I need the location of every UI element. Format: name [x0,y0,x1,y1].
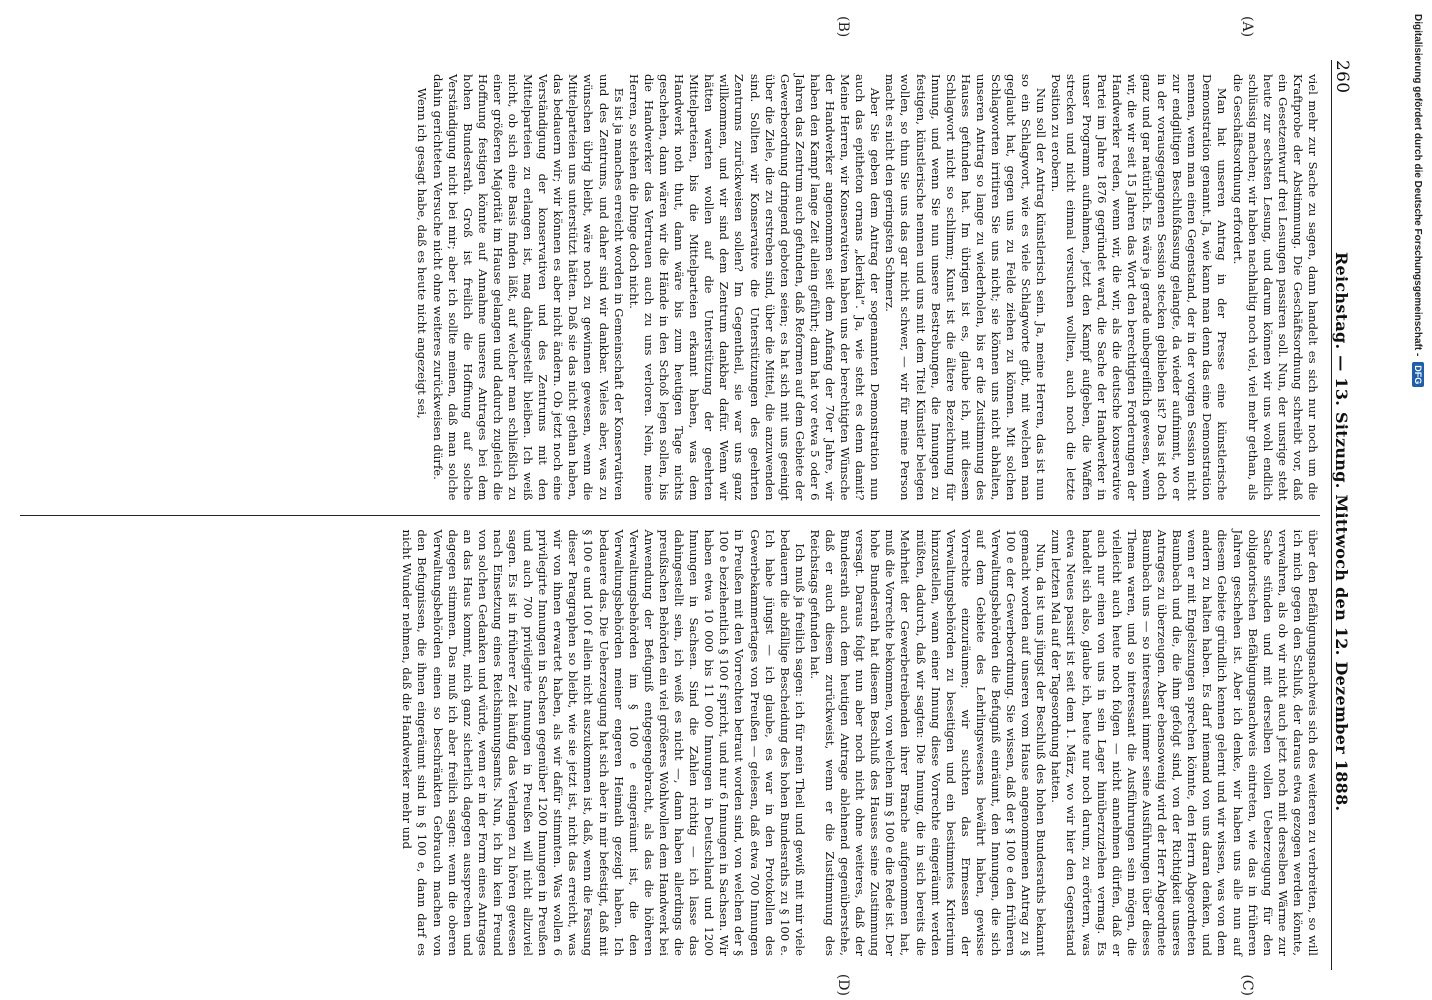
margin-mark-d: (D) [835,973,851,996]
left-column [20,16,1320,515]
dfg-logo: DFG [1412,362,1424,387]
paragraph: viel mehr zur Sache zu sagen, dann handelt es sich nur noch um die Kraftprobe der Abstimmung. Die Geschäftsordnung schreibt vor, daß ein Gesetzentwurf drei Lesungen passiren soll. Nun, der unsrige steht heute zur sechsten Lesung, und darum können wir uns wohl endlich schlüssig machen; wir haben nachhaltig noch viel, viel mehr gethan, als die Geschäftsordnung erfordert. [1230,74,1320,501]
digitization-credit [1410,14,1426,986]
margin-mark-b: (B) [835,16,851,38]
running-head [1331,60,1372,970]
credit-text: Digitalisierung gefördert durch die Deutsche Forschungsgemeinschaft - [1412,14,1424,357]
paragraph: über den Befähigungsnachweis sich des weiteren zu verbreiten, so will ich mich gegen den Schluß, der daraus etwa gezogen werden könnte, verwahren, als ob wir nicht auch jetzt noch mit derselben Wärme zur Sache stünden und mit derselben vollen Ueberzeugung für den obligatorischen Befähigungsnachweis eintreten, wie das in früheren Jahren geschehen ist. Aber ich denke, wir haben uns alle nun auf diesem Gebiete gründlich kennen gelernt und wir wissen, was von dem andern zu halten haben. Es darf niemand von uns daran denken, und wenn er mit Engelszungen sprechen könnte, den Herrn Abgeordneten Baumbach und die, die ihm gefolgt sind, von der Richtigkeit unseres Antrages zu überzeugen. Aber ebensowenig wird der Herr Abgeordnete Baumbach uns — so interessant immer seine Ausführungen über dieses Thema waren, und so interessant die Ausführungen sein mögen, die vielleicht auch heute noch folgen — nicht annehmen dürfen, daß er auch nur einen von uns in sein Lager hinüberzuziehen vermag. Es handelt sich also, glaube ich, heute nur noch darum, zu erörtern, was etwa Neues passirt ist seit dem 1. März, wo wir hier den Gegenstand zum letzten Mal auf der Tagesordnung hatten. [1049,529,1320,956]
margin-mark-a: (A) [1239,16,1255,38]
right-column [20,515,1320,996]
margin-mark-c: (C) [1239,974,1255,996]
page-title: Reichstag. — 13. Sitzung. Mittwoch den 12. Dezember 1888. [1332,251,1351,812]
paragraph: Nun, da ist uns jüngst der Beschluß des hohen Bundesraths bekannt gemacht worden auf unseren vom Hause angenommenen Antrag zu § 100 e der Gewerbeordnung. Sie wissen, daß der § 100 e den früheren Verwaltungsbehörden die Befugniß einräumt, den Innungen, die sich auf dem Gebiete des Lehrlingswesens bewährt haben, gewisse Vorrechte einzuräumen; wir suchten das Ermessen der Verwaltungsbehörden zu beseitigen und ein bestimmtes Kriterium hinzustellen, wann einer Innung diese Vorrechte eingeräumt werden müßten, dadurch, daß wir sagten: Die Innung, die in sich bereits die Mehrheit der Gewerbetreibenden ihrer Branche aufgenommen hat, muß die Vorrechte bekommen, von welchen im § 100 e die Rede ist. Der hohe Bundesrath hat diesem Beschluß des Hauses seine Zustimmung versagt. Daraus folgt nun aber noch nicht ohne weiteres, daß der Bundesrath auch dem heutigen Antrage ablehnend gegenüberstehe, daß er auch diesem zurückweist, wenn er die Zustimmung des Reichstags gefunden hat. [807,529,1049,956]
paragraph: Man hat unseren Antrag in der Presse eine künstlerische Demonstration genannt. Ja, wie kann man denn das eine Demonstration nennen, wenn man einen Gegenstand, der in der vorigen Session nicht zur endgiltigen Beschlußfassung gelangte, da wieder aufnimmt, wo er in der vorausgegangenen Session stecken geblieben ist? Das ist doch ganz und gar natürlich. Es wäre ja gerade unbegreiflich gewesen, wenn wir, die wir seit 15 Jahren das Wort den berechtigten Forderungen der Handwerker reden, wenn wir, die wir, als die deutsche konservative Partei im Jahre 1876 gegründet ward, die Sache der Handwerker in unser Programm aufnahmen, jetzt den Kampf aufgeben, die Waffen strecken und nicht einmal versuchen wollten, auch noch die letzte Position zu erobern. [1049,74,1230,501]
paragraph: Aber Sie geben dem Antrag der sogenannten Demonstration nun auch das epitheton ornans „klerikal“. Ja, wie steht es denn damit? Meine Herren, wir Konservativen haben uns der berechtigten Wünsche der Handwerker angenommen seit dem Anfang der 70er Jahre, wir haben den Kampf lange Zeit allein geführt; dann hat vor etwa 5 oder 6 Jahren das Zentrum auch gefunden, daß Reformen auf dem Gebiete der Gewerbeordnung dringend geboten seien; es hat sich mit uns geeinigt über die Ziele, die zu erstreben sind, über die Mittel, die anzuwenden sind. Sollten wir Konservative die Unterstützungen des geehrten Zentrums zurückweisen sollen? Im Gegentheil, sie war uns ganz willkommen, und wir sind dem Zentrum dankbar dafür. Wenn wir hätten warten wollen auf die Unterstützung der geehrten Mittelparteien, bis die Mittelparteien erkannt haben, was dem Handwerk noth thut, dann wäre bis zum heutigen Tage nichts geschehen, dann wären wir die Hände in den Schoß legen sollen, bis die Handwerker das Vertrauen auch zu uns verloren. Nein, meine Herren, so stehen die Dinge doch nicht. [626,74,883,501]
paragraph: Nun soll der Antrag künstlerisch sein. Ja, meine Herren, das ist nun so ein Schlagwort, wie es viele Schlagworte gibt, mit welchen man geglaubt hat, gegen uns zu Felde ziehen zu können. Mit solchen Schlagworten irritiren Sie uns nicht; sie können uns nicht abhalten, unseren Antrag so lange zu wiederholen, bis er die Zustimmung des Hauses gefunden hat. Im übrigen ist es, glaube ich, mit diesem Schlagwort nicht so schlimm; Kunst ist die ältere Bezeichnung für Innung, und wenn Sie nun unsere Bestrebungen, die Innungen zu festigen, künstlerische nennen und uns mit dem Titel Künstler belegen wollen, so thun Sie uns das gar nicht schwer, — wir für meine Person macht es nicht den geringsten Schmerz. [883,74,1049,501]
text-columns [20,16,1320,996]
paragraph: Ich muß ja freilich sagen: ich für mein Theil und gewiß mit mir viele bedauern die abfällige Bescheidung des hohen Bundesraths zu § 100 e. Ich habe jüngst — ich glaube, es war in den Protokollen des Gewerbekammertages von Preußen — gelesen, daß etwa 700 Innungen in Preußen mit den Vorrechten betraut worden sind, von welchen der § 100 e beziehentlich § 100 f spricht, und nur 6 Innungen in Sachsen. Wir haben etwa 10 000 bis 11 000 Innungen in Deutschland und 1200 Innungen in Sachsen. Sind die Zahlen richtig — ich lasse das dahingestellt sein, ich weiß es nicht —, dann haben allerdings die preußischen Behörden ein viel größeres Wohlwollen dem Handwerk bei Anwendung der Befugniß entgegengebracht, als das die höheren Verwaltungsbehörden im § 100 e eingeräumt ist, die den Verwaltungsbehörden meiner engeren Heimath gezeigt haben. Ich bedauere das. Die Ueberzeugung hat sich aber in mir befestigt, daß mit § 100 e und 100 f allein nicht auszukommen ist, daß, wenn die Fassung dieser Paragraphen so bleibt, wie sie jetzt ist, nicht das erreicht, was wir von ihnen erwartet haben, als wir dafür stimmten. Was wollen 6 privilegirte Innungen in Sachsen gegenüber 1200 Innungen in Preußen und auch 700 privilegirte Innungen in Preußen will nicht allzuviel sagen. Es ist in früherer Zeit häufig das Verlangen zu hören gewesen nach Einsetzung eines Reichsinnungsamts. Nun, ich bin kein Freund von solchen Gedanken und würde, wenn er in der Form eines Antrages an das Haus kommt, mich ganz sicherlich dagegen aussprechen und dagegen stimmen. Das muß ich aber freilich sagen: wenn die oberen Verwaltungsbehörden einen so beschränkten Gebrauch machen von den Befugnissen, die ihnen eingeräumt sind in § 100 e, dann darf es nicht Wunder nehmen, daß die Handwerker mehr und [400,529,807,956]
page-number: 260 [1332,60,1352,94]
paragraph: Wenn ich gesagt habe, daß es heute nicht angezeigt sei, [415,87,430,419]
paragraph: Es ist ja manches erreicht worden in Gemeinschaft der Konservativen und des Zentrums, und daher sind wir dankbar. Vieles aber, was zu wünschen übrig bleibt, wäre noch zu gewinnen gewesen, wenn die Mittelparteien uns unterstützt hätten. Daß sie das nicht gethan haben, das bedauern wir; wir können es aber nicht ändern. Ob jetzt noch eine Verständigung der konservativen und des Zentrums mit den Mittelparteien zu erlangen ist, mag dahingestellt bleiben. Ich weiß nicht, ob sich eine Basis finden läßt, auf welcher man schließlich zu einer größeren Majorität im Hause gelangen und dadurch zugleich die Hoffnung festigen könnte auf Annahme unseres Antrages bei dem hohen Bundesrath. Groß ist freilich die Hoffnung auf solche Verständigung nicht bei mir; aber ich sollte meinen, daß man solche dahin gerichteten Versuche nicht ohne weiteres zurückweisen dürfe. [430,74,626,501]
